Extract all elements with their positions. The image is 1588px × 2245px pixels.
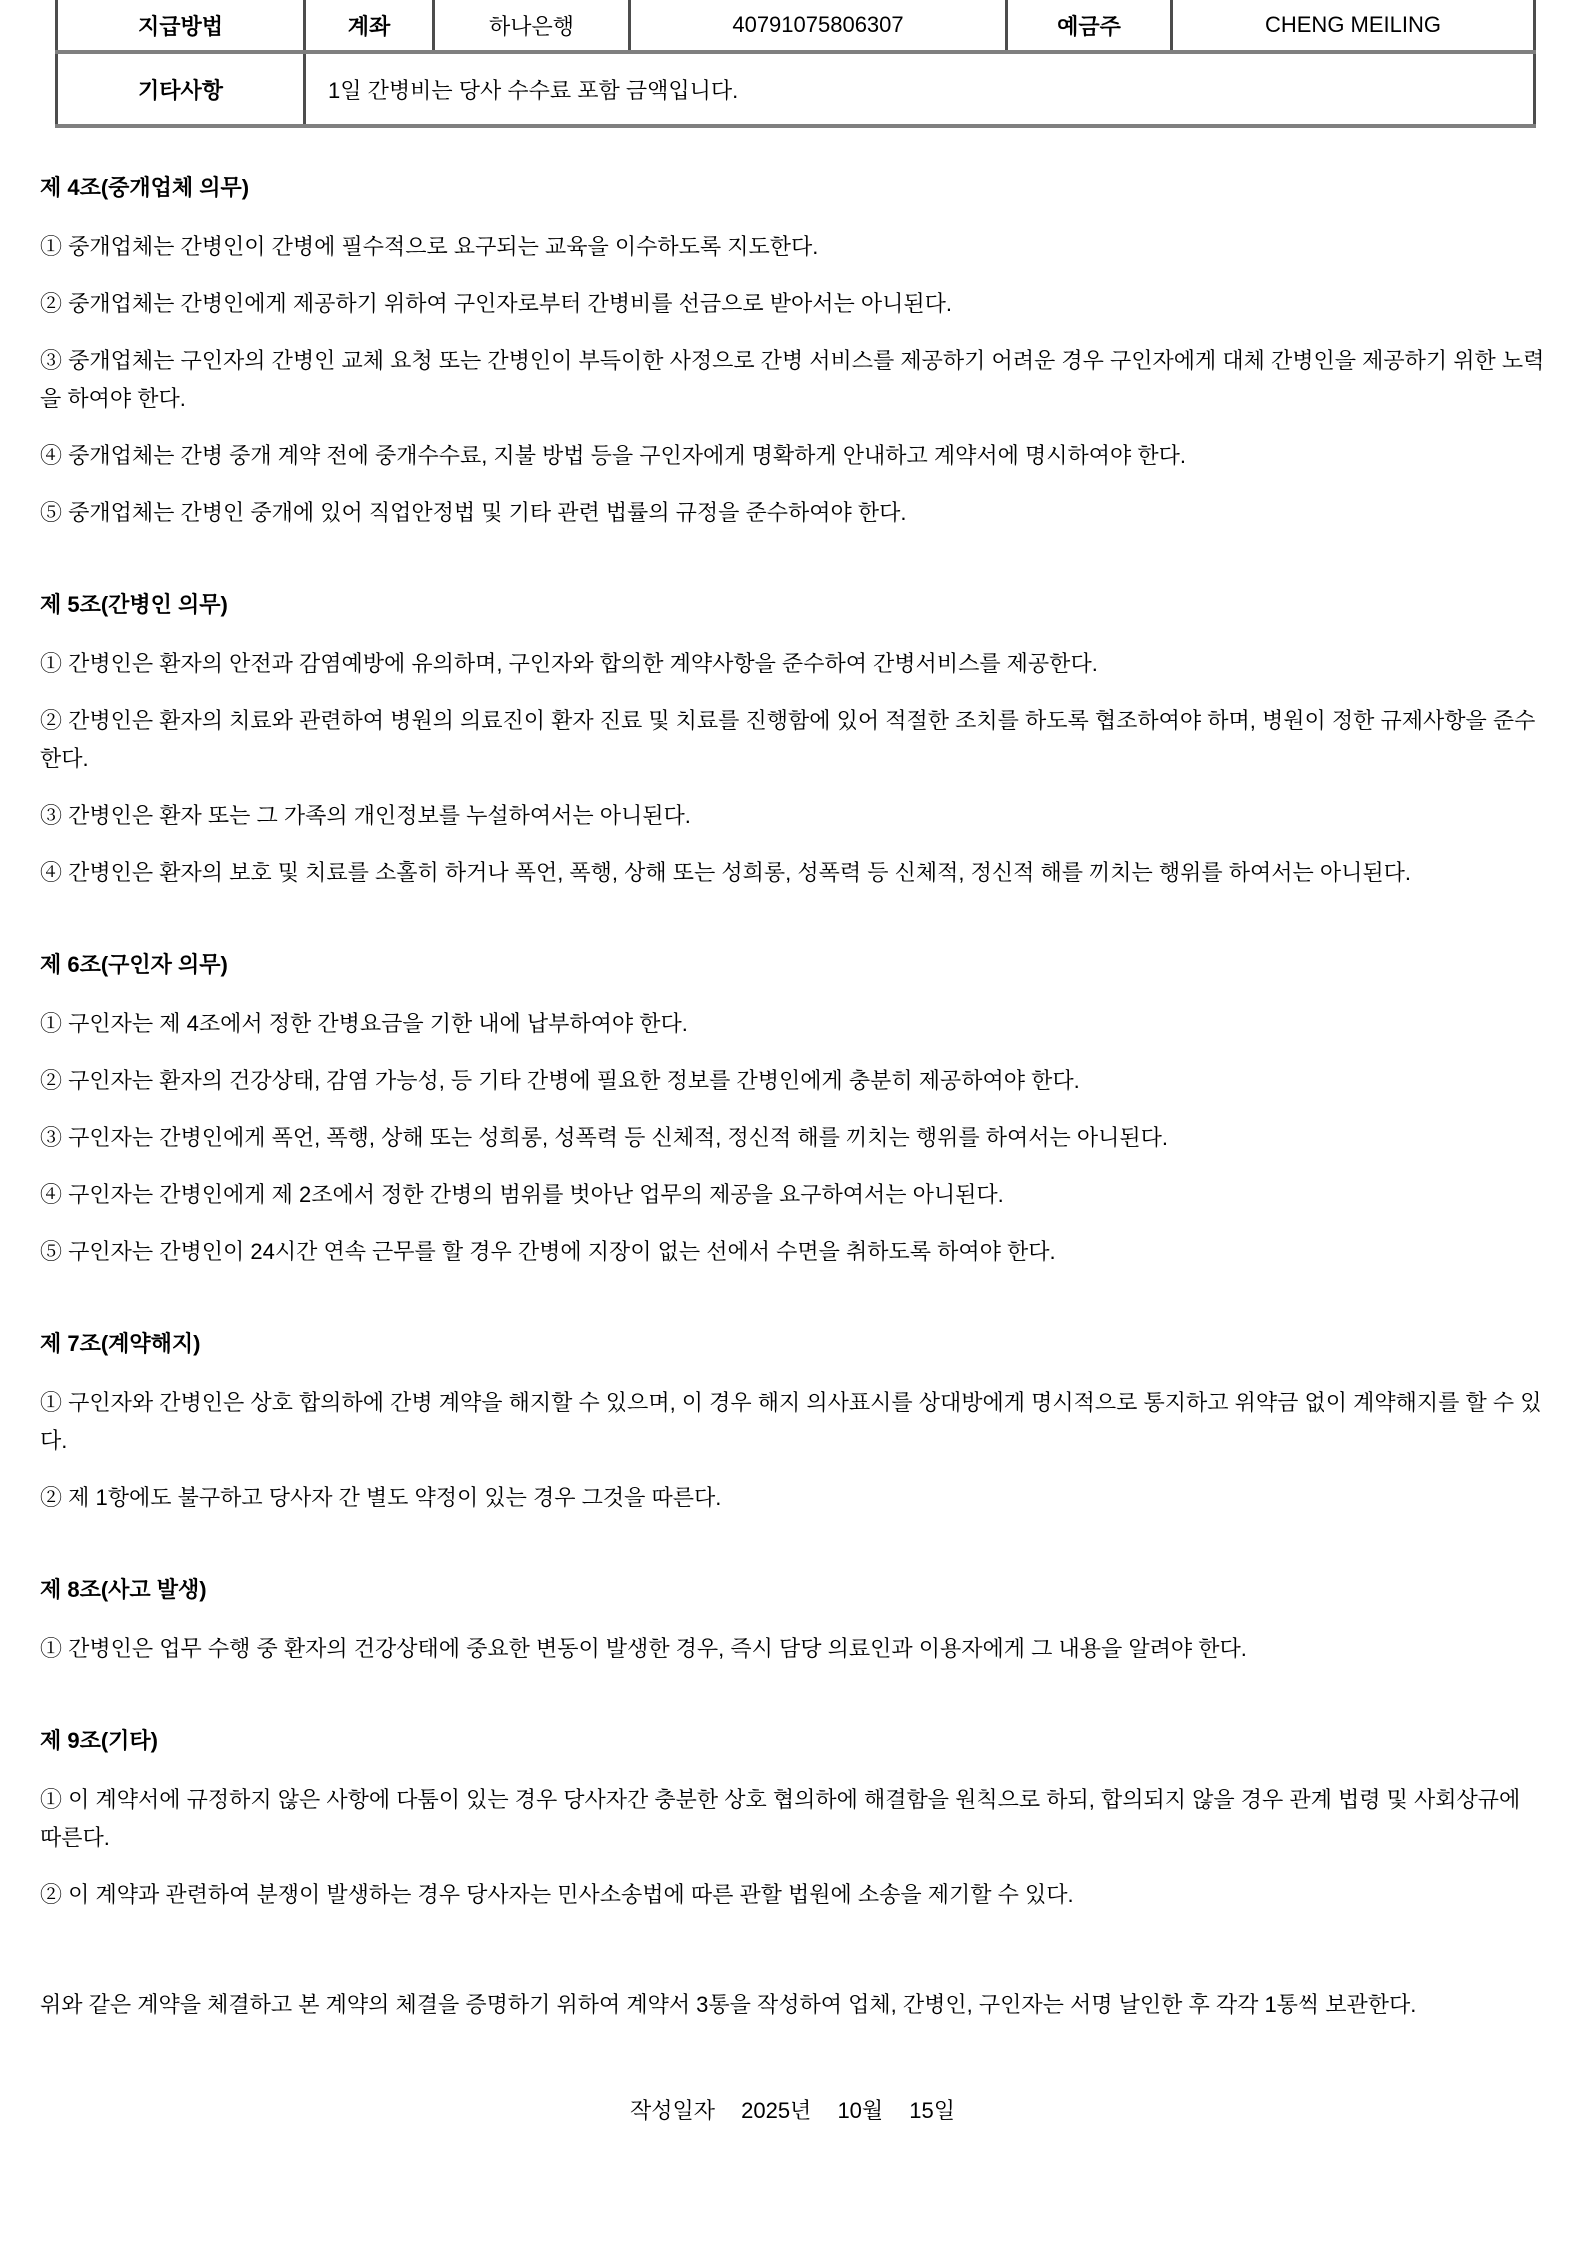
contract-clause: ① 간병인은 환자의 안전과 감염예방에 유의하며, 구인자와 합의한 계약사항을 준수하여 간병서비스를 제공한다. <box>40 651 1098 676</box>
date-label: 작성일자 <box>629 2098 715 2123</box>
contract-clause: ① 구인자는 제 4조에서 정한 간병요금을 기한 내에 납부하여야 한다. <box>40 1011 688 1036</box>
date-month: 10월 <box>837 2098 884 2123</box>
contract-clause: ③ 간병인은 환자 또는 그 가족의 개인정보를 누설하여서는 아니된다. <box>40 803 691 828</box>
closing-statement: 위와 같은 계약을 체결하고 본 계약의 체결을 증명하기 위하여 계약서 3통을 작성하여 업체, 간병인, 구인자는 서명 날인한 후 각각 1통씩 보관한다. <box>40 1992 1417 2017</box>
section-title: 제 6조(구인자 의무) <box>40 952 228 977</box>
date-day: 15일 <box>909 2098 956 2123</box>
account-holder-label: 예금주 <box>1007 0 1172 52</box>
bank-name-value: 하나은행 <box>434 0 630 52</box>
contract-clause: ⑤ 중개업체는 간병인 중개에 있어 직업안정법 및 기타 관련 법률의 규정을 준수하여야 한다. <box>40 500 907 525</box>
section-title: 제 7조(계약해지) <box>40 1331 201 1356</box>
contract-section-6 <box>40 946 1545 1271</box>
contract-section-8 <box>40 1571 1545 1668</box>
contract-section-4 <box>40 169 1545 532</box>
contract-clause: ① 이 계약서에 규정하지 않은 사항에 다툼이 있는 경우 당사자간 충분한 상호 협의하에 해결함을 원칙으로 하되, 합의되지 않을 경우 관계 법령 및 사회상규에 따른다. <box>40 1787 1521 1850</box>
contract-clause: ④ 간병인은 환자의 보호 및 치료를 소홀히 하거나 폭언, 폭행, 상해 또는 성희롱, 성폭력 등 신체적, 정신적 해를 끼치는 행위를 하여서는 아니된다. <box>40 860 1412 885</box>
contract-clause: ① 간병인은 업무 수행 중 환자의 건강상태에 중요한 변동이 발생한 경우, 즉시 담당 의료인과 이용자에게 그 내용을 알려야 한다. <box>40 1636 1247 1661</box>
account-number-value: 40791075806307 <box>630 0 1007 52</box>
other-notes-value: 1일 간병비는 당사 수수료 포함 금액입니다. <box>305 52 1535 126</box>
contract-clause: ② 중개업체는 간병인에게 제공하기 위하여 구인자로부터 간병비를 선금으로 받아서는 아니된다. <box>40 291 952 316</box>
date-line <box>40 2092 1545 2130</box>
other-notes-label: 기타사항 <box>57 52 305 126</box>
contract-clause: ② 간병인은 환자의 치료와 관련하여 병원의 의료진이 환자 진료 및 치료를 진행함에 있어 적절한 조치를 하도록 협조하여야 하며, 병원이 정한 규제사항을 준수한다. <box>40 708 1536 771</box>
contract-clause: ② 이 계약과 관련하여 분쟁이 발생하는 경우 당사자는 민사소송법에 따른 관할 법원에 소송을 제기할 수 있다. <box>40 1882 1074 1907</box>
contract-clause: ③ 구인자는 간병인에게 폭언, 폭행, 상해 또는 성희롱, 성폭력 등 신체적, 정신적 해를 끼치는 행위를 하여서는 아니된다. <box>40 1125 1168 1150</box>
date-year: 2025년 <box>741 2098 812 2123</box>
contract-section-9 <box>40 1722 1545 1914</box>
section-title: 제 8조(사고 발생) <box>40 1577 207 1602</box>
contract-clause: ⑤ 구인자는 간병인이 24시간 연속 근무를 할 경우 간병에 지장이 없는 선에서 수면을 취하도록 하여야 한다. <box>40 1239 1056 1264</box>
account-type-label: 계좌 <box>305 0 434 52</box>
section-title: 제 9조(기타) <box>40 1728 159 1753</box>
payment-method-label: 지급방법 <box>57 0 305 52</box>
contract-clause: ③ 중개업체는 구인자의 간병인 교체 요청 또는 간병인이 부득이한 사정으로 간병 서비스를 제공하기 어려운 경우 구인자에게 대체 간병인을 제공하기 위한 노력을 하여야 한다. <box>40 348 1545 411</box>
contract-clause: ④ 중개업체는 간병 중개 계약 전에 중개수수료, 지불 방법 등을 구인자에게 명확하게 안내하고 계약서에 명시하여야 한다. <box>40 443 1187 468</box>
payment-info-table <box>55 0 1536 128</box>
section-title: 제 5조(간병인 의무) <box>40 592 228 617</box>
payment-info-table-wrap <box>55 0 1545 128</box>
section-title: 제 4조(중개업체 의무) <box>40 175 250 200</box>
account-holder-name-value: CHENG MEILING <box>1172 0 1535 52</box>
contract-section-5 <box>40 586 1545 892</box>
contract-clause: ① 구인자와 간병인은 상호 합의하에 간병 계약을 해지할 수 있으며, 이 경우 해지 의사표시를 상대방에게 명시적으로 통지하고 위약금 없이 계약해지를 할 수 있다. <box>40 1390 1542 1453</box>
contract-clause: ④ 구인자는 간병인에게 제 2조에서 정한 간병의 범위를 벗아난 업무의 제공을 요구하여서는 아니된다. <box>40 1182 1004 1207</box>
contract-clause: ① 중개업체는 간병인이 간병에 필수적으로 요구되는 교육을 이수하도록 지도한다. <box>40 234 819 259</box>
contract-clause: ② 구인자는 환자의 건강상태, 감염 가능성, 등 기타 간병에 필요한 정보를 간병인에게 충분히 제공하여야 한다. <box>40 1068 1080 1093</box>
contract-clause: ② 제 1항에도 불구하고 당사자 간 별도 약정이 있는 경우 그것을 따른다. <box>40 1485 722 1510</box>
contract-section-7 <box>40 1325 1545 1517</box>
